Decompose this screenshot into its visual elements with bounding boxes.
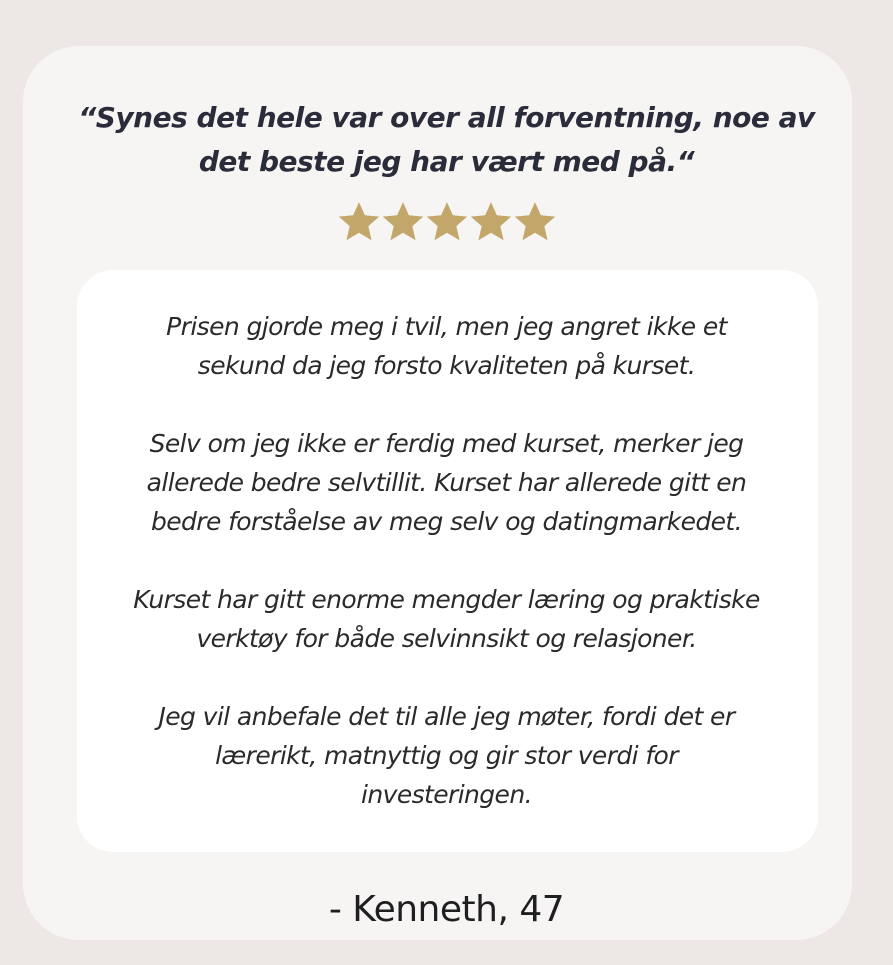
testimonial-author: - Kenneth, 47 (328, 889, 565, 930)
review-paragraph (0, 424, 893, 541)
review-paragraph (0, 580, 893, 658)
star-icon (468, 199, 514, 245)
star-icon (424, 199, 470, 245)
star-icon (336, 199, 382, 245)
review-line: Kurset har gitt enorme mengder læring og praktiske (133, 585, 760, 614)
review-line: verktøy for både selvinnsikt og relasjoner. (196, 624, 697, 653)
review-line: bedre forståelse av meg selv og datingmarkedet. (150, 507, 742, 536)
testimonial-headline (0, 96, 893, 184)
review-line: investeringen. (361, 780, 532, 809)
review-line: allerede bedre selvtillit. Kurset har allerede gitt en (146, 468, 747, 497)
star-icon (512, 199, 558, 245)
review-line: sekund da jeg forsto kvaliteten på kurset. (197, 351, 696, 380)
review-line: Prisen gjorde meg i tvil, men jeg angret ikke et (166, 312, 727, 341)
review-line: lærerikt, matnyttig og gir stor verdi for (215, 741, 678, 770)
review-paragraph (0, 697, 893, 814)
review-paragraph (0, 307, 893, 385)
headline-line: “Synes det hele var over all forventning, noe av (78, 101, 815, 134)
star-rating (0, 199, 893, 251)
review-line: Jeg vil anbefale det til alle jeg møter, fordi det er (158, 702, 735, 731)
star-icon (380, 199, 426, 245)
review-body (0, 307, 893, 853)
headline-line: det beste jeg har vært med på.“ (198, 145, 695, 178)
review-line: Selv om jeg ikke er ferdig med kurset, merker jeg (149, 429, 744, 458)
